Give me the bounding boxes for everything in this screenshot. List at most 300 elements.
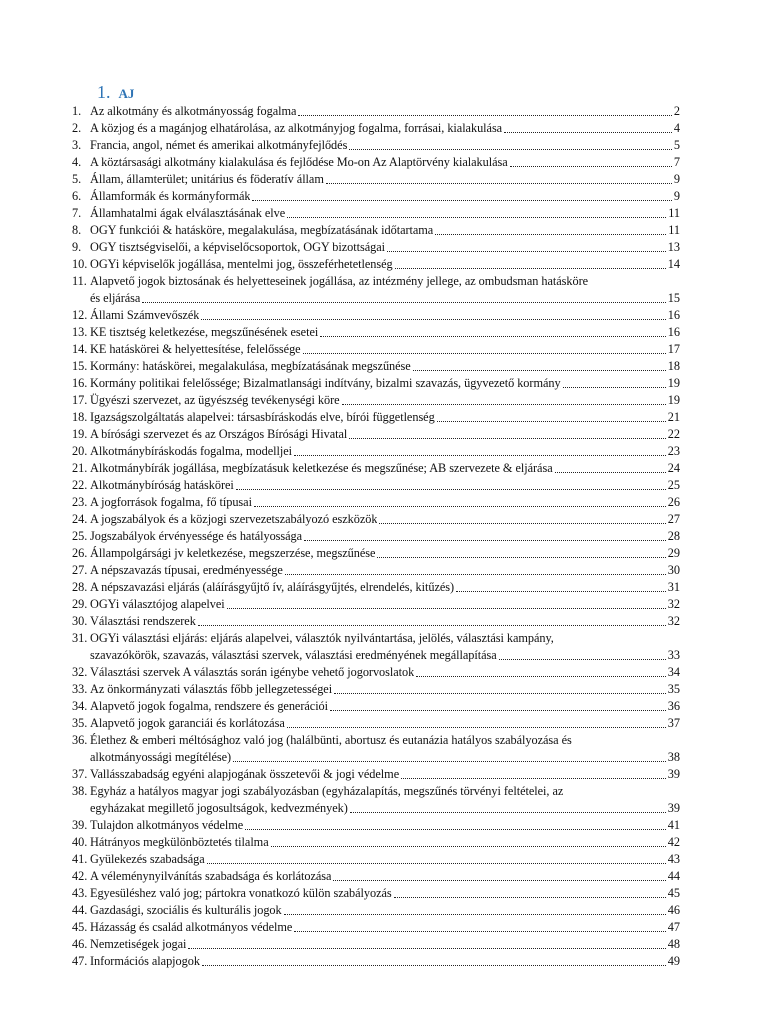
heading-number: 1.	[97, 82, 111, 102]
toc-entry-page-number[interactable]: 16	[667, 308, 680, 322]
toc-entry-title[interactable]: Igazságszolgáltatás alapelvei: társasbíráskodás elve, bírói függetlenség	[90, 410, 435, 424]
toc-entry[interactable]	[72, 596, 680, 613]
dot-leader	[349, 149, 672, 150]
toc-entry-number: 1.	[72, 104, 82, 118]
toc-entry[interactable]	[72, 613, 680, 630]
toc-entry-body	[90, 460, 680, 477]
toc-entry[interactable]	[72, 681, 680, 698]
toc-entry[interactable]	[72, 341, 680, 358]
toc-entry[interactable]	[72, 936, 680, 953]
toc-entry-title[interactable]: Alapvető jogok fogalma, rendszere és generációi	[90, 699, 329, 713]
toc-entry-body	[90, 868, 680, 885]
toc-entry[interactable]	[72, 443, 680, 460]
toc-entry-body	[90, 936, 680, 953]
toc-entry[interactable]	[72, 460, 680, 477]
toc-entry-body	[90, 171, 680, 188]
dot-leader	[395, 268, 666, 269]
toc-entry-page-number[interactable]: 47	[667, 920, 680, 934]
toc-entry-number: 5.	[72, 172, 82, 186]
toc-entry-line	[90, 494, 680, 511]
dot-leader	[198, 625, 666, 626]
toc-entry-title[interactable]: Az önkormányzati választás főbb jellegzetességei	[90, 682, 333, 696]
toc-entry[interactable]	[72, 256, 680, 273]
toc-entry-page-number[interactable]: 44	[667, 869, 680, 883]
toc-entry-number: 35.	[72, 716, 88, 730]
dot-leader	[287, 727, 666, 728]
dot-leader	[334, 693, 666, 694]
toc-entry-page-number[interactable]: 7	[673, 155, 680, 169]
toc-entry-body	[90, 783, 680, 817]
toc-entry-title[interactable]: Vallásszabadság egyéni alapjogának összetevői & jogi védelme	[90, 767, 400, 781]
toc-entry-line	[90, 613, 680, 630]
toc-entry-page-number[interactable]: 2	[673, 104, 680, 118]
toc-entry[interactable]	[72, 902, 680, 919]
toc-entry-page-number[interactable]: 41	[667, 818, 680, 832]
toc-entry[interactable]	[72, 715, 680, 732]
dot-leader	[394, 897, 666, 898]
toc-entry-title[interactable]: Alapvető jogok biztosának és helyetteseinek jogállása, az intézmény jellege, az ombudsman hatásköre	[90, 274, 589, 288]
table-of-contents	[72, 103, 680, 970]
toc-entry-body	[90, 137, 680, 154]
toc-entry-line	[90, 324, 680, 341]
toc-entry-title[interactable]: Jogszabályok érvényessége és hatályossága	[90, 529, 303, 543]
toc-entry-title[interactable]: KE hatáskörei & helyettesítése, felelőssége	[90, 342, 301, 356]
dot-leader	[284, 914, 666, 915]
toc-entry-line	[90, 868, 680, 885]
toc-entry-line	[90, 307, 680, 324]
toc-entry[interactable]	[72, 664, 680, 681]
toc-entry-body	[90, 494, 680, 511]
toc-entry-body	[90, 222, 680, 239]
toc-entry-body	[90, 953, 680, 970]
dot-leader	[227, 608, 666, 609]
dot-leader	[413, 370, 666, 371]
toc-entry[interactable]	[72, 766, 680, 783]
toc-entry-line	[90, 783, 680, 800]
toc-entry-title[interactable]: A bírósági szervezet és az Országos Bírósági Hivatal	[90, 427, 348, 441]
toc-entry-number: 16.	[72, 376, 88, 390]
toc-entry-body	[90, 885, 680, 902]
dot-leader	[456, 591, 666, 592]
toc-entry-line	[90, 511, 680, 528]
toc-entry-number: 9.	[72, 240, 82, 254]
toc-entry-line	[90, 392, 680, 409]
dot-leader	[437, 421, 666, 422]
toc-entry-body	[90, 477, 680, 494]
toc-entry-number: 7.	[72, 206, 82, 220]
toc-entry-page-number[interactable]: 48	[667, 937, 680, 951]
toc-entry-title[interactable]: Tulajdon alkotmányos védelme	[90, 818, 244, 832]
toc-entry-line	[90, 171, 680, 188]
toc-entry-number: 18.	[72, 410, 88, 424]
toc-entry-number: 12.	[72, 308, 88, 322]
toc-entry-number: 43.	[72, 886, 88, 900]
toc-entry-line	[90, 936, 680, 953]
toc-entry-page-number[interactable]: 11	[668, 223, 680, 237]
dot-leader	[294, 455, 666, 456]
toc-entry-number: 2.	[72, 121, 82, 135]
toc-entry-number: 27.	[72, 563, 88, 577]
toc-entry-page-number[interactable]: 29	[667, 546, 680, 560]
toc-entry-line	[90, 409, 680, 426]
toc-entry-page-number[interactable]: 26	[667, 495, 680, 509]
dot-leader	[416, 676, 666, 677]
toc-entry-title[interactable]: A véleménynyilvánítás szabadsága és korlátozása	[90, 869, 332, 883]
toc-entry-title[interactable]: alkotmányossági megítélése)	[90, 750, 232, 764]
toc-entry-line	[90, 137, 680, 154]
toc-entry-page-number[interactable]: 49	[667, 954, 680, 968]
toc-entry-page-number[interactable]: 23	[667, 444, 680, 458]
toc-entry-title[interactable]: Információs alapjogok	[90, 954, 200, 968]
toc-entry-line	[90, 902, 680, 919]
dot-leader	[320, 336, 666, 337]
toc-entry-number: 22.	[72, 478, 88, 492]
toc-entry-page-number[interactable]: 4	[673, 121, 680, 135]
toc-entry-page-number[interactable]: 17	[667, 342, 680, 356]
dot-leader	[499, 659, 666, 660]
toc-entry[interactable]	[72, 783, 680, 817]
toc-entry-line	[90, 358, 680, 375]
toc-entry[interactable]	[72, 562, 680, 579]
toc-entry-title[interactable]: Alkotmánybírák jogállása, megbízatásuk keletkezése és megszűnése; AB szervezete & eljárása	[90, 461, 553, 475]
toc-entry[interactable]	[72, 409, 680, 426]
toc-entry-page-number[interactable]: 5	[673, 138, 680, 152]
toc-entry-page-number[interactable]: 45	[667, 886, 680, 900]
dot-leader	[342, 404, 666, 405]
toc-entry-title[interactable]: KE tisztség keletkezése, megszűnésének esetei	[90, 325, 319, 339]
toc-entry-number: 39.	[72, 818, 88, 832]
toc-entry-line	[90, 103, 680, 120]
toc-entry-title[interactable]: Gyülekezés szabadsága	[90, 852, 205, 866]
toc-entry-body	[90, 511, 680, 528]
toc-entry-number: 29.	[72, 597, 88, 611]
toc-entry-number: 6.	[72, 189, 82, 203]
toc-entry-body	[90, 562, 680, 579]
toc-entry-number: 17.	[72, 393, 88, 407]
toc-entry-body	[90, 239, 680, 256]
toc-entry-body	[90, 596, 680, 613]
toc-entry-body	[90, 732, 680, 766]
toc-entry-page-number[interactable]: 43	[667, 852, 680, 866]
toc-entry-body	[90, 443, 680, 460]
toc-entry-page-number[interactable]: 11	[668, 206, 680, 220]
dot-leader	[207, 863, 666, 864]
toc-entry-number: 20.	[72, 444, 88, 458]
toc-entry[interactable]	[72, 426, 680, 443]
toc-entry-page-number[interactable]: 34	[667, 665, 680, 679]
toc-entry[interactable]	[72, 171, 680, 188]
toc-entry-page-number[interactable]: 28	[667, 529, 680, 543]
toc-entry-title[interactable]: Választási szervek A választás során igénybe vehető jogorvoslatok	[90, 665, 415, 679]
toc-entry[interactable]	[72, 953, 680, 970]
toc-entry-title[interactable]: OGYi választójog alapelvei	[90, 597, 225, 611]
toc-entry-line	[90, 885, 680, 902]
toc-entry-page-number[interactable]: 19	[667, 393, 680, 407]
toc-entry-page-number[interactable]: 32	[667, 614, 680, 628]
toc-entry-page-number[interactable]: 9	[673, 172, 680, 186]
toc-entry-number: 33.	[72, 682, 88, 696]
toc-entry-body	[90, 392, 680, 409]
toc-entry[interactable]	[72, 477, 680, 494]
toc-entry-title[interactable]: Élethez & emberi méltósághoz való jog (halálbünti, abortusz és eutanázia hatályos szabályozása és	[90, 733, 572, 747]
toc-entry-page-number[interactable]: 39	[667, 801, 680, 815]
toc-entry[interactable]	[72, 375, 680, 392]
toc-entry-line	[90, 426, 680, 443]
toc-entry-title[interactable]: és eljárása	[90, 291, 141, 305]
toc-entry-page-number[interactable]: 15	[667, 291, 680, 305]
toc-entry-title[interactable]: A népszavazás típusai, eredményessége	[90, 563, 283, 577]
dot-leader	[245, 829, 666, 830]
toc-entry-line	[90, 630, 680, 647]
toc-entry-number: 41.	[72, 852, 88, 866]
toc-entry-page-number[interactable]: 18	[667, 359, 680, 373]
toc-entry-page-number[interactable]: 31	[667, 580, 680, 594]
toc-entry-number: 3.	[72, 138, 82, 152]
toc-entry-title[interactable]: Egyesüléshez való jog; pártokra vonatkozó külön szabályozás	[90, 886, 392, 900]
toc-entry[interactable]	[72, 103, 680, 120]
toc-entry[interactable]	[72, 919, 680, 936]
toc-entry-page-number[interactable]: 35	[667, 682, 680, 696]
toc-entry-line	[90, 545, 680, 562]
toc-entry-title[interactable]: OGYi választási eljárás: eljárás alapelvei, választók nyilvántartása, jelölés, választási kampány,	[90, 631, 554, 645]
dot-leader	[555, 472, 666, 473]
toc-entry[interactable]	[72, 511, 680, 528]
toc-entry-number: 28.	[72, 580, 88, 594]
toc-entry-page-number[interactable]: 14	[667, 257, 680, 271]
toc-entry-title[interactable]: Nemzetiségek jogai	[90, 937, 187, 951]
dot-leader	[326, 183, 672, 184]
toc-entry[interactable]	[72, 188, 680, 205]
toc-entry-number: 23.	[72, 495, 88, 509]
toc-entry-title[interactable]: Kormány politikai felelőssége; Bizalmatlansági indítvány, bizalmi szavazás, ügyvezető kormány	[90, 376, 561, 390]
dot-leader	[304, 540, 666, 541]
toc-entry-title[interactable]: OGY funkciói & hatásköre, megalakulása, megbízatásának időtartama	[90, 223, 434, 237]
toc-entry-title[interactable]: Alkotmánybíráskodás fogalma, modelljei	[90, 444, 292, 458]
toc-entry-body	[90, 664, 680, 681]
toc-entry-number: 21.	[72, 461, 88, 475]
toc-entry[interactable]	[72, 273, 680, 307]
toc-entry-page-number[interactable]: 39	[667, 767, 680, 781]
toc-entry-body	[90, 902, 680, 919]
toc-entry-line	[90, 596, 680, 613]
toc-entry-page-number[interactable]: 32	[667, 597, 680, 611]
dot-leader	[401, 778, 666, 779]
toc-entry-title[interactable]: Kormány: hatáskörei, megalakulása, megbízatásának megszűnése	[90, 359, 411, 373]
toc-entry[interactable]	[72, 205, 680, 222]
dot-leader	[287, 217, 666, 218]
toc-entry-number: 30.	[72, 614, 88, 628]
toc-entry-title[interactable]: A jogszabályok és a közjogi szervezetszabályozó eszközök	[90, 512, 378, 526]
dot-leader	[350, 812, 666, 813]
toc-entry-title[interactable]: Az alkotmány és alkotmányosság fogalma	[90, 104, 297, 118]
toc-entry-title[interactable]: Alapvető jogok garanciái és korlátozása	[90, 716, 285, 730]
toc-entry-title[interactable]: Állampolgársági jv keletkezése, megszerzése, megszűnése	[90, 546, 376, 560]
toc-entry-title[interactable]: Házasság és család alkotmányos védelme	[90, 920, 293, 934]
toc-entry-body	[90, 698, 680, 715]
toc-entry-line	[90, 222, 680, 239]
dot-leader	[330, 710, 666, 711]
toc-entry-body	[90, 120, 680, 137]
toc-entry-body	[90, 715, 680, 732]
dot-leader	[142, 302, 665, 303]
toc-entry-body	[90, 154, 680, 171]
toc-entry-body	[90, 256, 680, 273]
toc-entry[interactable]	[72, 528, 680, 545]
toc-entry[interactable]	[72, 579, 680, 596]
toc-entry[interactable]	[72, 851, 680, 868]
toc-entry-body	[90, 426, 680, 443]
toc-entry-body	[90, 205, 680, 222]
toc-entry-line	[90, 715, 680, 732]
toc-entry-line	[90, 188, 680, 205]
toc-entry-number: 46.	[72, 937, 88, 951]
toc-entry[interactable]	[72, 307, 680, 324]
toc-entry-number: 26.	[72, 546, 88, 560]
toc-entry-number: 15.	[72, 359, 88, 373]
toc-entry-line	[90, 579, 680, 596]
toc-entry-body	[90, 817, 680, 834]
toc-entry-line	[90, 919, 680, 936]
toc-entry-page-number[interactable]: 38	[667, 750, 680, 764]
toc-entry-title[interactable]: Hátrányos megkülönböztetés tilalma	[90, 835, 269, 849]
toc-entry-number: 47.	[72, 954, 88, 968]
toc-entry-number: 4.	[72, 155, 82, 169]
toc-entry[interactable]	[72, 358, 680, 375]
dot-leader	[563, 387, 666, 388]
toc-entry-page-number[interactable]: 27	[667, 512, 680, 526]
dot-leader	[303, 353, 666, 354]
toc-entry-title[interactable]: OGY tisztségviselői, a képviselőcsoportok, OGY bizottságai	[90, 240, 386, 254]
toc-entry[interactable]	[72, 817, 680, 834]
toc-entry-page-number[interactable]: 13	[667, 240, 680, 254]
dot-leader	[201, 319, 665, 320]
toc-entry-number: 8.	[72, 223, 82, 237]
dot-leader	[202, 965, 666, 966]
toc-entry-page-number[interactable]: 37	[667, 716, 680, 730]
toc-entry-page-number[interactable]: 19	[667, 376, 680, 390]
toc-entry-page-number[interactable]: 21	[667, 410, 680, 424]
toc-entry-line	[90, 273, 680, 290]
toc-entry[interactable]	[72, 545, 680, 562]
toc-entry-number: 42.	[72, 869, 88, 883]
toc-entry[interactable]	[72, 154, 680, 171]
toc-entry-title[interactable]: egyházakat megillető jogosultságok, kedvezmények)	[90, 801, 348, 815]
toc-entry-number: 25.	[72, 529, 88, 543]
dot-leader	[285, 574, 666, 575]
toc-entry-title[interactable]: Egyház a hatályos magyar jogi szabályozásban (egyházalapítás, megszűnés törvényi feltételei, az	[90, 784, 564, 798]
toc-entry[interactable]	[72, 222, 680, 239]
toc-entry-body	[90, 579, 680, 596]
toc-entry-title[interactable]: Francia, angol, német és amerikai alkotmányfejlődés	[90, 138, 348, 152]
toc-entry-page-number[interactable]: 33	[667, 648, 680, 662]
toc-entry-body	[90, 528, 680, 545]
toc-entry-number: 31.	[72, 631, 88, 645]
toc-entry[interactable]	[72, 732, 680, 766]
toc-entry-line	[90, 851, 680, 868]
toc-entry-line	[90, 120, 680, 137]
toc-entry-body	[90, 834, 680, 851]
toc-entry-body	[90, 409, 680, 426]
toc-entry-title[interactable]: A közjog és a magánjog elhatárolása, az alkotmányjog fogalma, forrásai, kialakulása	[90, 121, 503, 135]
toc-entry[interactable]	[72, 630, 680, 664]
dot-leader	[294, 931, 666, 932]
toc-entry-body	[90, 851, 680, 868]
toc-entry-body	[90, 358, 680, 375]
toc-entry-title[interactable]: Államhatalmi ágak elválasztásának elve	[90, 206, 286, 220]
toc-entry-page-number[interactable]: 22	[667, 427, 680, 441]
toc-entry[interactable]	[72, 137, 680, 154]
toc-entry-page-number[interactable]: 16	[667, 325, 680, 339]
toc-entry[interactable]	[72, 392, 680, 409]
toc-entry[interactable]	[72, 239, 680, 256]
dot-leader	[379, 523, 665, 524]
toc-entry[interactable]	[72, 120, 680, 137]
toc-entry-page-number[interactable]: 42	[667, 835, 680, 849]
toc-entry-title[interactable]: Választási rendszerek	[90, 614, 196, 628]
dot-leader	[236, 489, 666, 490]
toc-entry-page-number[interactable]: 25	[667, 478, 680, 492]
toc-entry-line	[90, 800, 680, 817]
dot-leader	[377, 557, 665, 558]
toc-entry-body	[90, 545, 680, 562]
toc-entry-line	[90, 647, 680, 664]
toc-entry-line	[90, 205, 680, 222]
toc-entry[interactable]	[72, 494, 680, 511]
toc-entry-title[interactable]: A népszavazási eljárás (aláírásgyűjtő ív, aláírásgyűjtés, elrendelés, kitűzés)	[90, 580, 455, 594]
toc-entry[interactable]	[72, 834, 680, 851]
toc-entry-number: 36.	[72, 733, 88, 747]
toc-entry[interactable]	[72, 698, 680, 715]
toc-entry-title[interactable]: Állami Számvevőszék	[90, 308, 200, 322]
toc-entry-number: 19.	[72, 427, 88, 441]
toc-entry-number: 38.	[72, 784, 88, 798]
toc-entry-page-number[interactable]: 46	[667, 903, 680, 917]
toc-entry-title[interactable]: Ügyészi szervezet, az ügyészség tevékenységi köre	[90, 393, 340, 407]
toc-entry-number: 40.	[72, 835, 88, 849]
toc-entry-number: 13.	[72, 325, 88, 339]
toc-entry-body	[90, 341, 680, 358]
toc-entry-title[interactable]: Állam, államterület; unitárius és föderatív állam	[90, 172, 324, 186]
toc-entry-title[interactable]: szavazókörök, szavazás, választási szervek, választási eredményének megállapítása	[90, 648, 497, 662]
toc-entry-title[interactable]: Államformák és kormányformák	[90, 189, 251, 203]
toc-entry-body	[90, 103, 680, 120]
toc-entry-title[interactable]: A köztársasági alkotmány kialakulása és fejlődése Mo-on Az Alaptörvény kialakulása	[90, 155, 508, 169]
heading-title[interactable]: AJ	[118, 86, 135, 101]
toc-entry[interactable]	[72, 324, 680, 341]
toc-entry-line	[90, 290, 680, 307]
toc-entry-number: 37.	[72, 767, 88, 781]
toc-entry-page-number[interactable]: 30	[667, 563, 680, 577]
dot-leader	[349, 438, 666, 439]
toc-entry-line	[90, 749, 680, 766]
toc-entry-title[interactable]: Alkotmánybíróság hatáskörei	[90, 478, 234, 492]
toc-entry[interactable]	[72, 868, 680, 885]
toc-entry-title[interactable]: A jogforrások fogalma, fő típusai	[90, 495, 252, 509]
toc-entry-page-number[interactable]: 24	[667, 461, 680, 475]
toc-entry-body	[90, 188, 680, 205]
toc-entry-line	[90, 817, 680, 834]
toc-entry-title[interactable]: OGYi képviselők jogállása, mentelmi jog, összeférhetetlenség	[90, 257, 393, 271]
toc-entry-line	[90, 562, 680, 579]
dot-leader	[233, 761, 666, 762]
dot-leader	[254, 506, 666, 507]
toc-entry-number: 45.	[72, 920, 88, 934]
toc-entry[interactable]	[72, 885, 680, 902]
toc-entry-title[interactable]: Gazdasági, szociális és kulturális jogok	[90, 903, 282, 917]
toc-entry-page-number[interactable]: 36	[667, 699, 680, 713]
toc-entry-page-number[interactable]: 9	[673, 189, 680, 203]
dot-leader	[333, 880, 665, 881]
